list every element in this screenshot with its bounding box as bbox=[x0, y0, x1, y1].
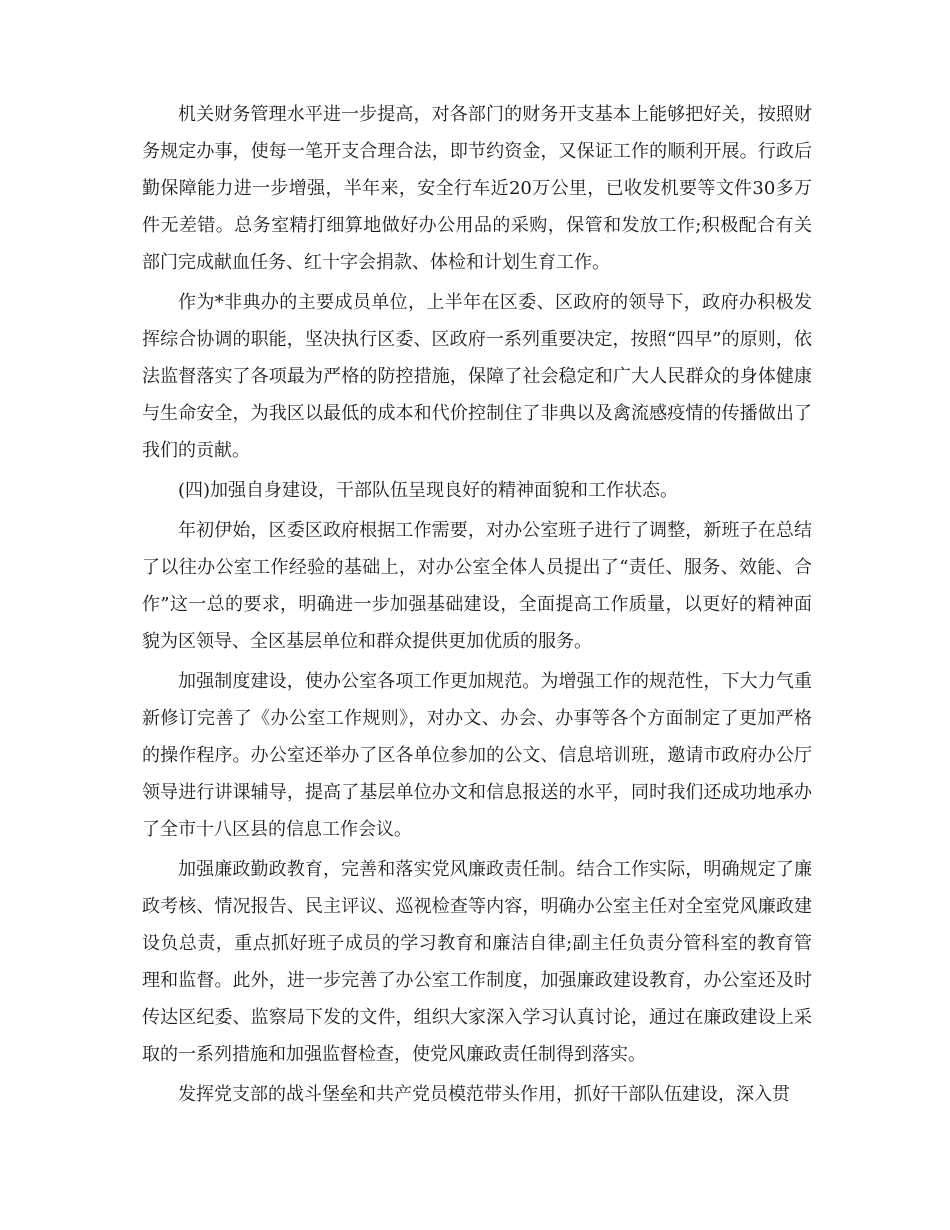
paragraph-sars-prevention: 作为*非典办的主要成员单位，上半年在区委、区政府的领导下，政府办积极发挥综合协调的职能，坚决执行区委、区政府一系列重要决定，按照“四早”的原则，依法监督落实了各项最为严格的防控措施，保障了社会稳定和广大人民群众的身体健康与生命安全，为我区以最低的成本和代价控制住了非典以及禽流感疫情的传播做出了我们的贡献。 bbox=[142, 292, 812, 461]
paragraph-finance-logistics: 机关财务管理水平进一步提高，对各部门的财务开支基本上能够把好关，按照财务规定办事，使每一笔开支合理合法，即节约资金，又保证工作的顺利开展。行政后勤保障能力进一步增强，半年来，安全行车近20万公里，已收发机要等文件30多万件无差错。总务室精打细算地做好办公用品的采购，保管和发放工作;积极配合有关部门完成献血任务、红十字会捐款、体检和计划生育工作。 bbox=[142, 104, 812, 273]
paragraph-party-branch: 发挥党支部的战斗堡垒和共产党员模范带头作用，抓好干部队伍建设，深入贯 bbox=[178, 1084, 790, 1105]
paragraph-anti-corruption: 加强廉政勤政教育，完善和落实党风廉政责任制。结合工作实际，明确规定了廉政考核、情况报告、民主评议、巡视检查等内容，明确办公室主任对全室党风廉政建设负总责，重点抓好班子成员的学习教育和廉洁自律;副主任负责分管科室的教育管理和监督。此外，进一步完善了办公室工作制度，加强廉政建设教育，办公室还及时传达区纪委、监察局下发的文件，组织大家深入学习认真讨论，通过在廉政建设上采取的一系列措施和加强监督检查，使党风廉政责任制得到落实。 bbox=[142, 859, 812, 1065]
paragraph-team-adjustment: 年初伊始，区委区政府根据工作需要，对办公室班子进行了调整，新班子在总结了以往办公室工作经验的基础上，对办公室全体人员提出了“责任、服务、效能、合作”这一总的要求，明确进一步加强基础建设，全面提高工作质量，以更好的精神面貌为区领导、全区基层单位和群众提供更加优质的服务。 bbox=[142, 520, 812, 652]
paragraph-institution-building: 加强制度建设，使办公室各项工作更加规范。为增强工作的规范性，下大力气重新修订完善了《办公室工作规则》，对办文、办会、办事等各个方面制定了更加严格的操作程序。办公室还举办了区各单位参加的公文、信息培训班，邀请市政府办公厅领导进行讲课辅导，提高了基层单位办文和信息报送的水平，同时我们还成功地承办了全市十八区县的信息工作会议。 bbox=[142, 671, 812, 840]
section-heading-self-building: (四)加强自身建设，干部队伍呈现良好的精神面貌和工作状态。 bbox=[178, 480, 679, 501]
document-body bbox=[142, 96, 812, 1116]
